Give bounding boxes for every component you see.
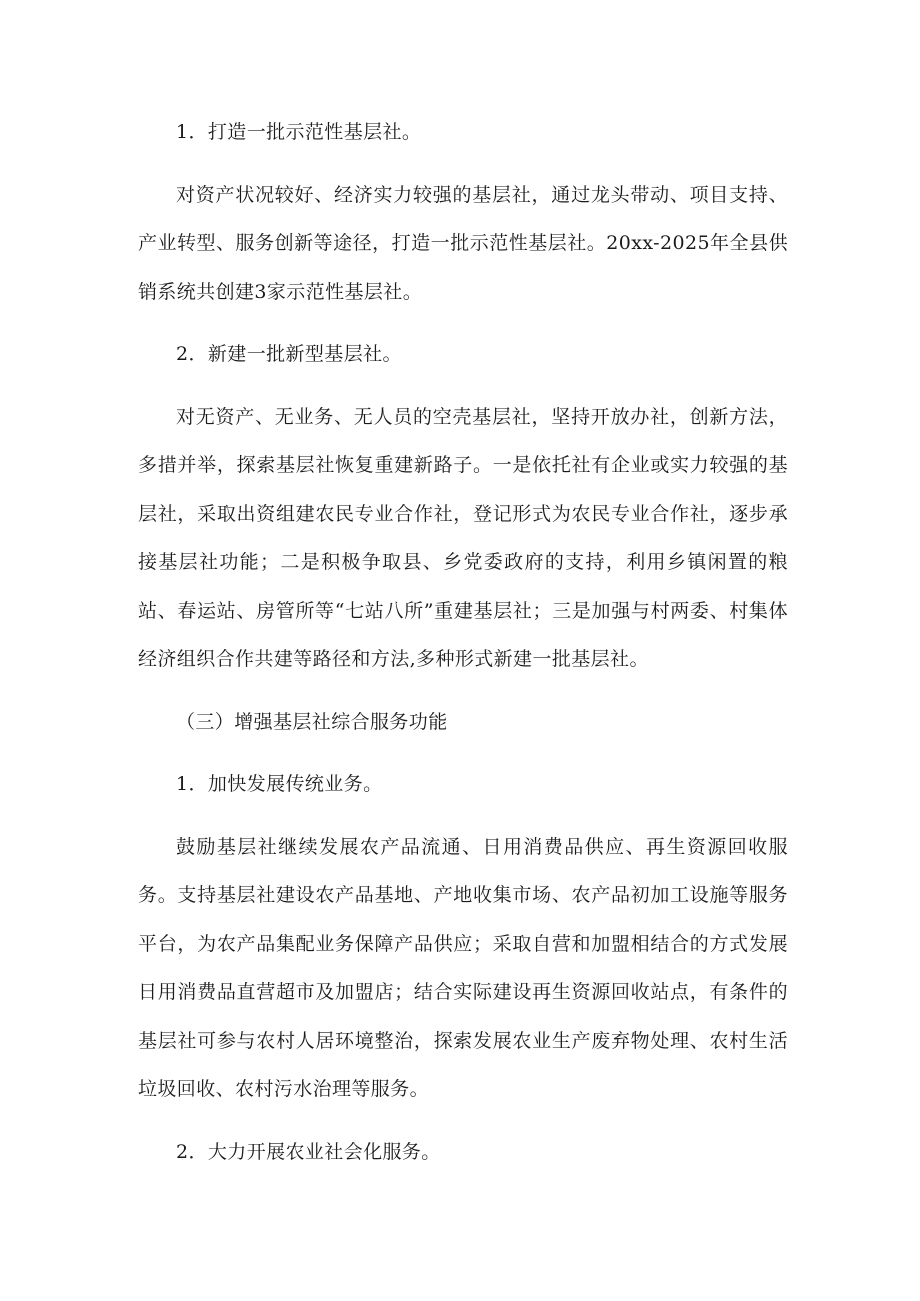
paragraph-gap [138, 746, 788, 760]
paragraph-gap [138, 316, 788, 330]
section-heading-service-functions: （三）增强基层社综合服务功能 [176, 710, 448, 733]
paragraph-demonstration-coops: 对资产状况较好、经济实力较强的基层社，通过龙头带动、项目支持、产业转型、服务创新等途径，打造一批示范性基层社。20xx-2025年全县供销系统共创建3家示范性基层社。 [138, 183, 788, 303]
heading-new-type-coops: 2．新建一批新型基层社。 [176, 343, 402, 365]
paragraph-traditional-business: 鼓励基层社继续发展农产品流通、日用消费品供应、再生资源回收服务。支持基层社建设农产品基地、产地收集市场、农产品初加工设施等服务平台，为农产品集配业务保障产品供应；采取自营和加盟相结合的方式发展日用消费品直营超市及加盟店；结合实际建设再生资源回收站点，有条件的基层社可参与农村人居环境整治，探索发展农业生产废弃物处理、农村生活垃圾回收、农村污水治理等服务。 [138, 835, 788, 1100]
paragraph-gap [138, 157, 788, 171]
heading-traditional-business: 1．加快发展传统业务。 [176, 773, 383, 795]
paragraph-gap [138, 809, 788, 823]
paragraph-gap [138, 379, 788, 393]
paragraph-gap [138, 684, 788, 698]
document-body [138, 108, 788, 1176]
paragraph-gap [138, 1114, 788, 1128]
heading-build-demonstration-coops: 1．打造一批示范性基层社。 [176, 121, 422, 143]
heading-agricultural-social-services: 2．大力开展农业社会化服务。 [176, 1140, 441, 1163]
paragraph-new-type-coops: 对无资产、无业务、无人员的空壳基层社，坚持开放办社，创新方法，多措并举，探索基层社恢复重建新路子。一是依托社有企业或实力较强的基层社，采取出资组建农民专业合作社，登记形式为农民专业合作社，逐步承接基层社功能；二是积极争取县、乡党委政府的支持，利用乡镇闲置的粮站、春运站、房管所等“七站八所”重建基层社；三是加强与村两委、村集体经济组织合作共建等路径和方法,多种形式新建一批基层社。 [138, 405, 788, 670]
